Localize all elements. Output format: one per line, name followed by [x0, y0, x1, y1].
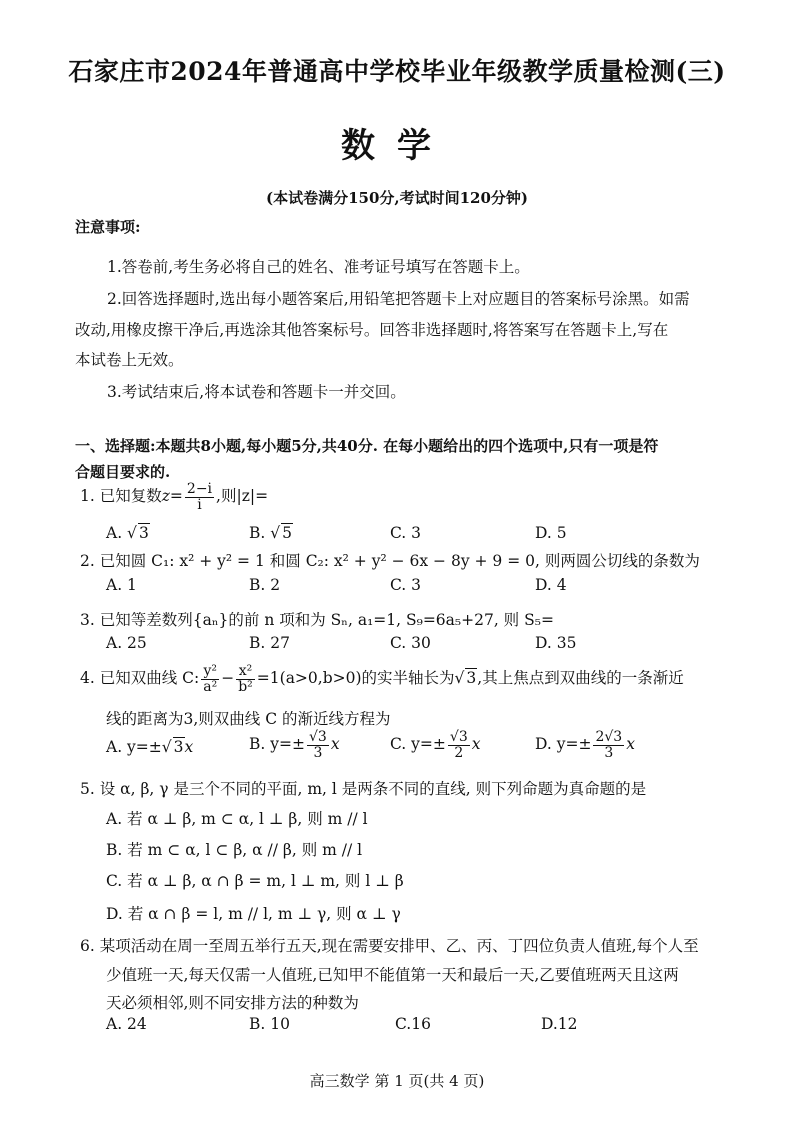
- question-3-option-d: D. 35: [535, 634, 577, 652]
- section1-heading-line2: 合题目要求的.: [75, 463, 171, 481]
- question-4-option-b: B. y=± $\frac{√3}{3}$ x: [249, 729, 340, 761]
- question-5-option-d: D. 若 α ∩ β = l, m // l, m ⊥ γ, 则 α ⊥ γ: [106, 905, 401, 923]
- exam-note: (本试卷满分150分,考试时间120分钟): [265, 189, 529, 207]
- instruction-1: 1.答卷前,考生务必将自己的姓名、准考证号填写在答题卡上。: [107, 258, 530, 276]
- question-6-stem-line3: 天必须相邻,则不同安排方法的种数为: [106, 994, 359, 1012]
- question-1-stem: 1. 已知复数z= $\frac{2-i}{i}$ ,则|z|=: [80, 481, 269, 513]
- instruction-2-line3: 本试卷上无效。: [75, 351, 184, 369]
- question-1-option-b: B. √ 5: [249, 524, 293, 542]
- question-4-option-c: C. y=± $\frac{√3}{2}$ x: [390, 729, 481, 761]
- question-3-option-a: A. 25: [106, 634, 147, 652]
- question-1-option-a: A. √ 3: [106, 524, 149, 542]
- page-footer: 高三数学 第 1 页(共 4 页): [309, 1072, 485, 1090]
- question-4-stem: 4. 已知双曲线 C: $\frac{\text{y²}}{\text{a²}}$ − $\frac{\text{x²}}{\text{b²}}$ =1(a>0,b>0)的实半轴长为√ 3,其上焦点到双曲线的一条渐近: [80, 663, 684, 695]
- question-6-stem-line1: 6. 某项活动在周一至周五举行五天,现在需要安排甲、乙、丙、丁四位负责人值班,每个人至: [80, 937, 699, 955]
- question-2-option-c: C. 3: [390, 576, 422, 594]
- question-1-option-d: D. 5: [535, 524, 567, 542]
- question-2-option-d: D. 4: [535, 576, 567, 594]
- subject-title: 数学: [341, 126, 453, 166]
- question-6-stem-line2: 少值班一天,每天仅需一人值班,已知甲不能值第一天和最后一天,乙要值班两天且这两: [106, 966, 679, 984]
- question-3-stem: 3. 已知等差数列{aₙ}的前 n 项和为 Sₙ, a₁=1, S₉=6a₅+27, 则 S₅=: [80, 611, 554, 629]
- instruction-2-line2: 改动,用橡皮擦干净后,再选涂其他答案标号。回答非选择题时,将答案写在答题卡上,写在: [75, 321, 669, 339]
- question-4-option-d: D. y=± $\frac{2√3}{3}$ x: [535, 729, 635, 761]
- question-4-stem-line2: 线的距离为3,则双曲线 C 的渐近线方程为: [106, 710, 391, 728]
- instructions-heading: 注意事项:: [75, 218, 141, 236]
- question-2-option-a: A. 1: [106, 576, 137, 594]
- question-1-option-c: C. 3: [390, 524, 422, 542]
- question-5-option-c: C. 若 α ⊥ β, α ∩ β = m, l ⊥ m, 则 l ⊥ β: [106, 872, 404, 890]
- question-5-option-b: B. 若 m ⊂ α, l ⊂ β, α // β, 则 m // l: [106, 841, 363, 859]
- question-2-stem: 2. 已知圆 C₁: x² + y² = 1 和圆 C₂: x² + y² − 6x − 8y + 9 = 0, 则两圆公切线的条数为: [80, 552, 700, 570]
- question-6-option-d: D.12: [541, 1015, 578, 1033]
- question-5-option-a: A. 若 α ⊥ β, m ⊂ α, l ⊥ β, 则 m // l: [106, 810, 368, 828]
- question-6-option-a: A. 24: [106, 1015, 147, 1033]
- question-4-option-a: A. y=±√ 3x: [106, 738, 194, 756]
- question-3-option-c: C. 30: [390, 634, 431, 652]
- instruction-2-line1: 2.回答选择题时,选出每小题答案后,用铅笔把答题卡上对应题目的答案标号涂黑。如需: [107, 290, 690, 308]
- question-6-option-b: B. 10: [249, 1015, 290, 1033]
- section1-heading: 一、选择题:本题共8小题,每小题5分,共40分. 在每小题给出的四个选项中,只有一项是符: [75, 437, 659, 455]
- question-3-option-b: B. 27: [249, 634, 290, 652]
- question-2-option-b: B. 2: [249, 576, 281, 594]
- instruction-3: 3.考试结束后,将本试卷和答题卡一并交回。: [107, 383, 406, 401]
- question-6-option-c: C.16: [395, 1015, 431, 1033]
- exam-title: 石家庄市2024年普通高中学校毕业年级教学质量检测(三): [68, 57, 726, 86]
- question-5-stem: 5. 设 α, β, γ 是三个不同的平面, m, l 是两条不同的直线, 则下列命题为真命题的是: [80, 780, 647, 798]
